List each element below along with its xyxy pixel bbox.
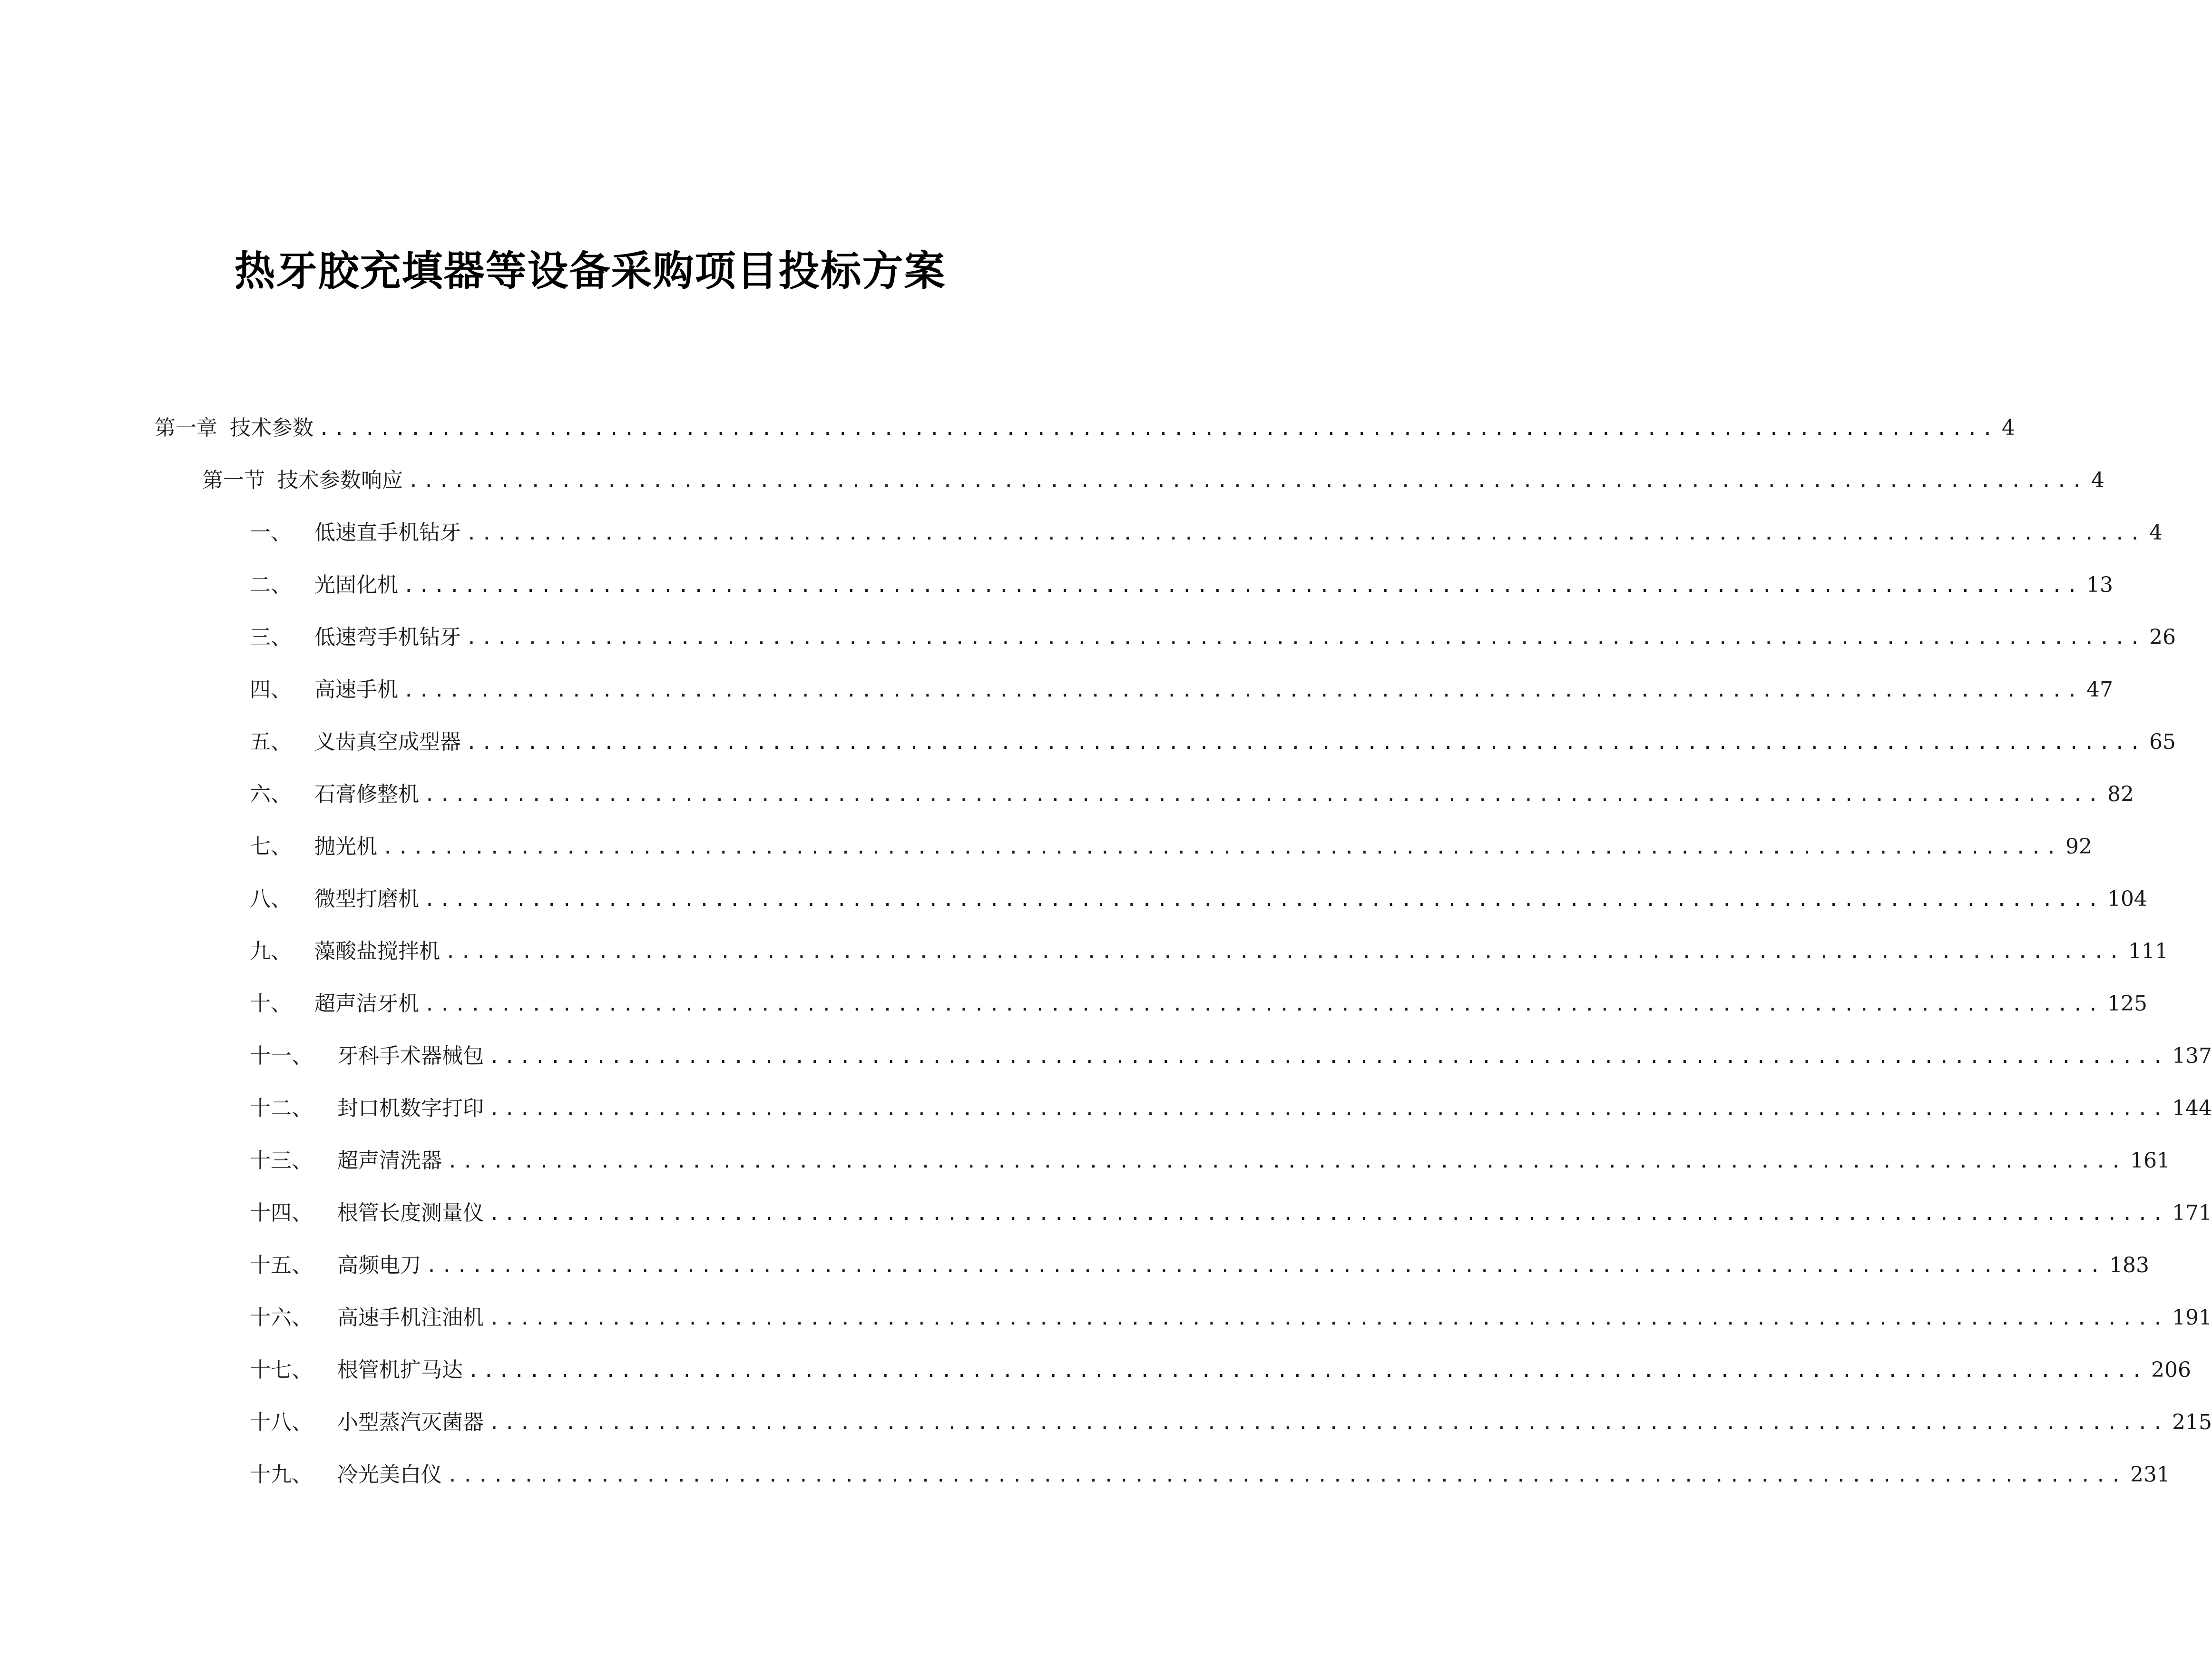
toc-entry-title: 抛光机: [314, 834, 377, 859]
toc-entry-number: 七、: [250, 834, 292, 859]
toc-entry-item[interactable]: [250, 676, 2114, 704]
toc-entry-title: 微型打磨机: [314, 887, 419, 911]
toc-leader-dots: ..............................................................................................................: [424, 993, 2103, 1015]
toc-entry-title: 高速手机注油机: [337, 1306, 484, 1330]
toc-entry-number: 十一、: [250, 1044, 313, 1068]
toc-leader-dots: ..............................................................................................................: [466, 627, 2145, 649]
toc-leader-dots: ..............................................................................................................: [447, 1464, 2126, 1486]
toc-leader-dots: ..............................................................................................................: [426, 1255, 2105, 1277]
toc-entry-title: 根管机扩马达: [337, 1358, 463, 1382]
toc-leader-dots: ..............................................................................................................: [489, 1203, 2168, 1225]
toc-entry-title: 藻酸盐搅拌机: [314, 939, 440, 963]
toc-entry-item[interactable]: [250, 1356, 2192, 1384]
toc-entry-page: 125: [2107, 992, 2148, 1016]
toc-entry-number: 十、: [250, 992, 292, 1016]
toc-entry-title: 小型蒸汽灭菌器: [337, 1410, 484, 1434]
toc-entry-title: 技术参数: [230, 416, 313, 440]
toc-entry-page: 206: [2151, 1358, 2192, 1382]
toc-entry-item[interactable]: [250, 885, 2148, 913]
toc-entry-item[interactable]: [250, 1304, 2212, 1332]
toc-entry-number: 九、: [250, 939, 292, 963]
toc-entry-item[interactable]: [250, 1199, 2212, 1227]
toc-entry-number: 第一节: [202, 468, 265, 492]
toc-entry-page: 26: [2149, 625, 2176, 649]
toc-entry-title: 石膏修整机: [314, 782, 419, 806]
toc-entry-number: 十六、: [250, 1306, 313, 1330]
toc-leader-dots: ..............................................................................................................: [447, 1150, 2126, 1172]
toc-entry-number: 六、: [250, 782, 292, 806]
toc-leader-dots: ..............................................................................................................: [424, 784, 2103, 806]
toc-entry-item[interactable]: [250, 1042, 2212, 1070]
toc-entry-title: 超声清洗器: [337, 1149, 442, 1173]
toc-entry-item[interactable]: [250, 833, 2093, 861]
toc-leader-dots: ..............................................................................................................: [466, 522, 2145, 544]
toc-entry-page: 111: [2128, 939, 2169, 963]
toc-leader-dots: ..............................................................................................................: [468, 1360, 2147, 1382]
toc-entry-number: 五、: [250, 730, 292, 754]
toc-entry-chapter-1[interactable]: [155, 414, 2016, 442]
toc-leader-dots: ..............................................................................................................: [424, 889, 2103, 911]
toc-leader-dots: ..............................................................................................................: [489, 1046, 2168, 1068]
toc-entry-item[interactable]: [250, 1251, 2150, 1280]
toc-entry-number: 十七、: [250, 1358, 313, 1382]
toc-entry-page: 4: [2002, 416, 2016, 440]
toc-entry-page: 161: [2130, 1149, 2171, 1173]
toc-entry-page: 47: [2086, 677, 2114, 702]
toc-entry-item[interactable]: [250, 1461, 2171, 1489]
toc-entry-page: 92: [2065, 834, 2093, 859]
toc-entry-page: 82: [2107, 782, 2134, 806]
toc-entry-title: 牙科手术器械包: [337, 1044, 484, 1068]
toc-leader-dots: ..............................................................................................................: [318, 418, 1997, 440]
document-title: 热牙胶充填器等设备采购项目投标方案: [234, 247, 946, 295]
toc-leader-dots: ..............................................................................................................: [489, 1307, 2168, 1329]
toc-entry-number: 三、: [250, 625, 292, 649]
toc-leader-dots: ..............................................................................................................: [489, 1098, 2168, 1120]
toc-entry-title: 高频电刀: [337, 1253, 421, 1277]
toc-entry-number: 四、: [250, 677, 292, 702]
toc-entry-title: 光固化机: [314, 573, 398, 597]
toc-entry-item[interactable]: [250, 937, 2169, 966]
toc-entry-number: 十五、: [250, 1253, 313, 1277]
table-of-contents: [0, 414, 2212, 1556]
toc-entry-item[interactable]: [250, 990, 2148, 1018]
toc-entry-number: 一、: [250, 520, 292, 545]
toc-entry-page: 171: [2172, 1201, 2212, 1225]
toc-entry-title: 根管长度测量仪: [337, 1201, 484, 1225]
toc-entry-item[interactable]: [250, 1147, 2171, 1175]
toc-entry-title: 超声洁牙机: [314, 992, 419, 1016]
toc-entry-section-1[interactable]: [202, 466, 2105, 495]
toc-entry-number: 十四、: [250, 1201, 313, 1225]
toc-entry-item[interactable]: [250, 623, 2176, 652]
toc-entry-page: 191: [2172, 1306, 2212, 1330]
toc-leader-dots: ..............................................................................................................: [403, 575, 2082, 597]
toc-entry-page: 183: [2109, 1253, 2150, 1277]
toc-entry-page: 4: [2091, 468, 2105, 492]
toc-leader-dots: ..............................................................................................................: [408, 470, 2087, 492]
toc-leader-dots: ..............................................................................................................: [403, 679, 2082, 701]
toc-entry-number: 十八、: [250, 1410, 313, 1434]
toc-entry-item[interactable]: [250, 571, 2114, 599]
toc-entry-title: 低速直手机钻牙: [314, 520, 461, 545]
toc-entry-title: 低速弯手机钻牙: [314, 625, 461, 649]
toc-entry-page: 13: [2086, 573, 2114, 597]
toc-entry-item[interactable]: [250, 1408, 2212, 1437]
toc-entry-title: 冷光美白仪: [337, 1463, 442, 1487]
toc-entry-title: 技术参数响应: [277, 468, 403, 492]
toc-entry-page: 144: [2172, 1096, 2212, 1120]
toc-entry-item[interactable]: [250, 519, 2163, 547]
toc-leader-dots: ..............................................................................................................: [382, 836, 2061, 858]
toc-entry-number: 十三、: [250, 1149, 313, 1173]
toc-entry-number: 八、: [250, 887, 292, 911]
toc-entry-page: 231: [2130, 1463, 2171, 1487]
toc-leader-dots: ..............................................................................................................: [489, 1412, 2168, 1434]
toc-leader-dots: ..............................................................................................................: [445, 941, 2124, 963]
toc-entry-page: 65: [2149, 730, 2176, 754]
toc-entry-number: 二、: [250, 573, 292, 597]
toc-entry-title: 义齿真空成型器: [314, 730, 461, 754]
toc-entry-item[interactable]: [250, 728, 2176, 756]
toc-entry-item[interactable]: [250, 1094, 2212, 1123]
toc-entry-number: 第一章: [155, 416, 217, 440]
toc-entry-title: 高速手机: [314, 677, 398, 702]
toc-entry-item[interactable]: [250, 780, 2134, 809]
toc-entry-page: 104: [2107, 887, 2148, 911]
toc-leader-dots: ..............................................................................................................: [466, 732, 2145, 754]
toc-entry-title: 封口机数字打印: [337, 1096, 484, 1120]
toc-entry-page: 215: [2172, 1410, 2212, 1434]
toc-entry-page: 137: [2172, 1044, 2212, 1068]
toc-entry-number: 十九、: [250, 1463, 313, 1487]
toc-entry-page: 4: [2149, 520, 2163, 545]
toc-entry-number: 十二、: [250, 1096, 313, 1120]
